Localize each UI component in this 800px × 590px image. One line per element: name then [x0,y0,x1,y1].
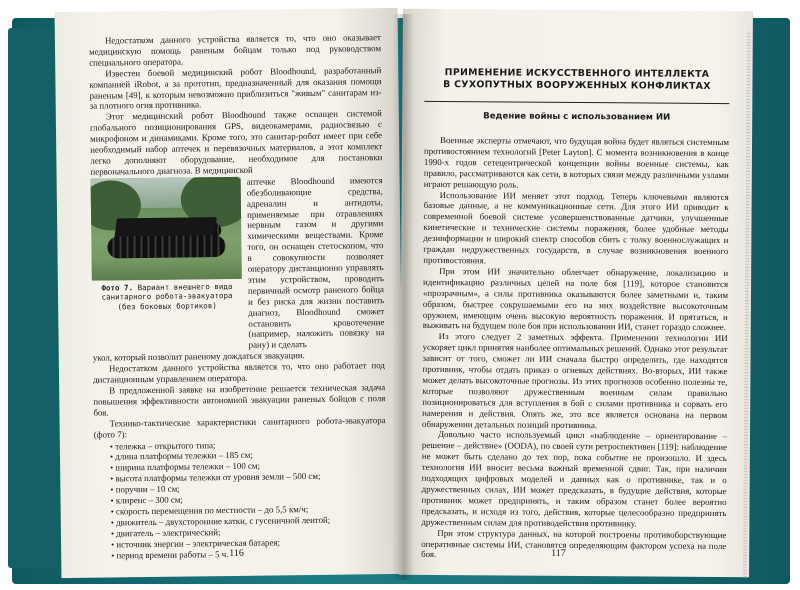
left-page-body [89,32,387,561]
book-gutter [392,14,414,580]
left-page [55,8,405,578]
chapter-heading-line: ПРИМЕНЕНИЕ ИСКУССТВЕННОГО ИНТЕЛЛЕКТА [444,67,710,80]
left-paragraph: укол, который позволит раненому дождаться эвакуации. [92,350,305,363]
section-subheading: Ведение войны с использованием ИИ [483,111,671,123]
left-paragraph: Технико-тактические характеристики санитарного робота-эвакуатора (фото 7): [93,414,386,440]
spec-item: • клиренс – 300 см; [110,494,183,506]
robot-front-track [107,235,225,258]
spec-item: • движитель – двухсторонние катки, с гусеничной лентой; [110,514,331,528]
right-page [399,9,753,577]
right-paragraph: Из этого следует 2 заметных эффекта. Применении технологии ИИ ускоряет цикл принятия наиболее оптимальных решений. Однако этот результат зависит от того, сможет ли ИИ сначала быстро определить, где находятся противник, чтобы отдать приказ о огневых действиях. Во-вторых, ИИ также может делать высокоточные прогнозы. Из этих прогнозов особенно полезны те, которые позволяют дружественным военным силам правильно позиционироваться для вступления в бой с силами противника и сорвать его намерения и действия. Опять же, это все является основана на первом обнаружении детальных позиций противника. [422,331,728,430]
spec-item: • тележка – открытого типа; [109,439,216,452]
right-paragraph: Использование ИИ меняет этот подход. Теперь ключевыми являются базовые данные, а не коммуникационные сети. Для этого ИИ приводит к современной боевой системе усовершенствованные датчики, улучшенные кинетические и технические системы поражения, более удобные методы дезинформации и широкий спектр способов сбить с толку военнослужащих и граждан недружественных государств, в случае возникновения военного противостояния. [423,189,729,266]
spec-item: • период времени работы – 5 ч. [111,548,229,561]
right-paragraph: Военные эксперты отмечают, что будущая война будет являться системным противостоянием технологий [Peter Layton]. С момента возникновения в конце 1990-х годов сетецентрической концепции войны военные системы, как правило, рассматриваются как сети, в которых связи между различными узлами играют решающую роль. [423,135,730,190]
spec-item: • источник энергии – электрическая батарея; [110,537,280,550]
spec-item: • ширина платформы тележки – 100 см; [110,460,261,473]
chapter-heading-line: В СУХОПУТНЫХ ВООРУЖЕННЫХ КОНФЛИКТАХ [443,79,711,92]
left-paragraph: Этот медицинский робот Bloodhound также оснащен системой глобального позиционирования GPS, видеокамерами, радиосвязью с микрофоном и динамиками. Кроме того, это санитар-робот имеет при себе необходимый набор аптечек и перевязочных материалов, а этот комплект легко дополняют оборудование, необходимое для постановки первоначального диагноза. В медицинской [89,108,383,177]
photo-caption-text: Вариант внешнего вида санитарного робота-эвакуатора (без боковых бортиков) [101,281,233,311]
left-paragraph: Недостатком данного устройства является то, что оно работает под дистанционным управлением оператора. [92,360,385,385]
spec-list [94,438,387,562]
photo-caption-label: Фото 7. [101,282,134,293]
left-paragraph: Известен боевой медицинский робот Bloodhound, разработанный компанией iRobot, а за прототип, предназначенный для оказания помощи раненым [49], к которым невозможно приблизиться "живым" санитарам из-за плотного огня противника. [89,64,382,112]
chapter-heading [424,67,729,93]
right-paragraph: Довольно часто используемый цикл «наблюдение – ориентирование – решение – действие» (OODA), по своей сути ретроспективен [119]: наблюдение не может быть сделано до тех пор, пока событие не произошло. И здесь технология ИИ вносит весьма важный временной сдвиг. Так, при наличии подходящих цифровых моделей и данных как о противнике, так и о дружественных силах, ИИ может предсказать, в будущие действия, которые противник может предпринять, и таким образом станет более вероятно предсказать, и исходя из того, действия, которые целесообразно предпринять дружественным силам для противодействия противнику. [421,429,728,529]
left-paragraph: Недостатком данного устройства является то, что оно оказывает медицинскую помощь раненым бойцам только под руководством специального оператора. [88,32,382,68]
spec-item: • двигатель – электрический; [110,526,221,539]
spec-item: • поручни – 10 см; [110,483,180,495]
page-number-right: 117 [551,547,566,559]
photo-grass [92,255,242,281]
right-paragraph: При этом ИИ значительно облегчает обнаружение, локализацию и идентификацию различных целей на поле боя [119], которое становится «прозрачным», а силы противника оказываются более заметными и, таким образом, быстрее сокрушаемыми его на них воздействие высокоточным оружием, имеющим очень высокую вероятность поражения. И прятаться, и выживать на будущем поле боя при использовании ИИ, станет гораздо сложнее. [422,265,729,333]
robot-photo [91,177,242,281]
left-paragraph: В предложенной заявке на изобретение решается техническая задача повышения эффективности автономной эвакуации раненых бойцов с поля боя. [93,382,386,418]
spec-item: • скорость перемещения по местности – до 5,5 км/ч; [110,504,309,517]
right-page-body [421,135,729,562]
heading-rule [424,101,729,104]
spec-item: • длина платформы тележки – 185 см; [109,450,253,462]
photo-block [91,175,385,353]
spec-item: • высота платформы тележки от уровня земли – 500 см; [110,471,321,484]
right-paragraph: При этом структура данных, на которой построены противоборствующие оперативные системы ИИ, становятся определяющим фактором успеха на поле боя. [421,527,727,560]
photo-caption [92,282,242,312]
photo-column [91,177,243,353]
page-number-left: 116 [229,547,244,560]
photo-side-text: аптечке Bloodhound имеются обезболивающие средства, адреналин и антидоты, применяемые при отравлениях нервным газом и другими химическими веществами. Кроме того, он оснащен стетоскопом, что в совокупности позволяет оператору дистанционно управлять этим устройством, проводить первичный осмотр раненого бойца и без риска для жизни поставить диагноз, Bloodhound сможет остановить кровотечение (например, наложить повязку на рану) и сделать [246,174,385,351]
